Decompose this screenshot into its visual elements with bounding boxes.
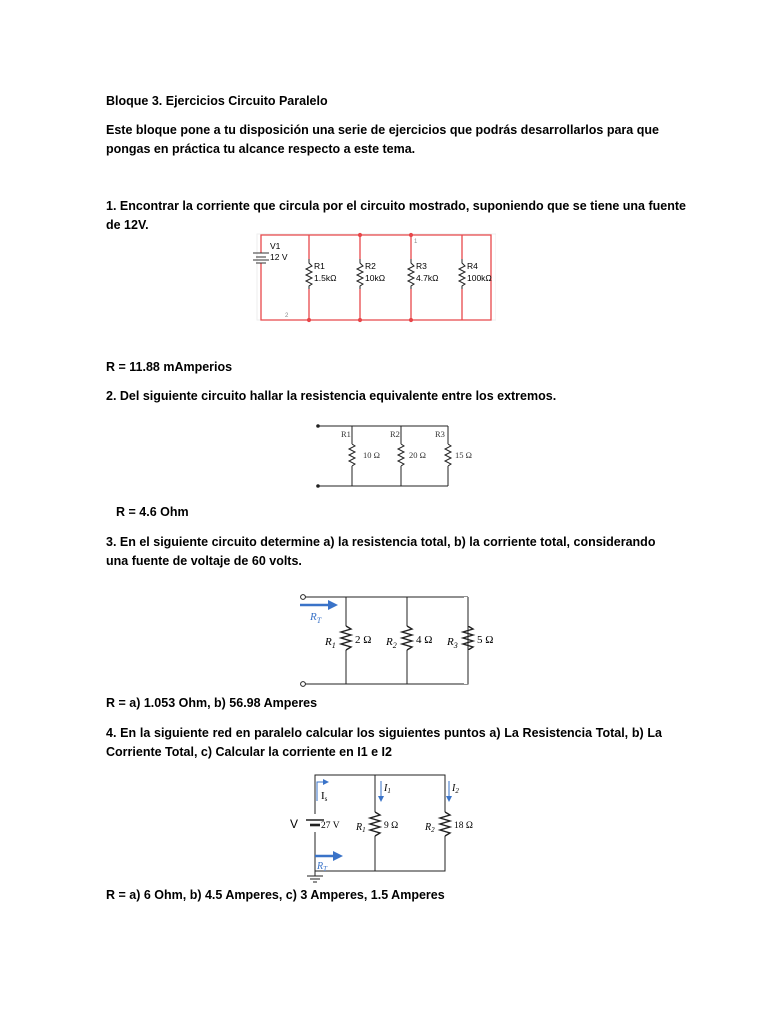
r1-value-label: 10 Ω: [363, 450, 380, 460]
current-arrow-icon: [300, 600, 338, 610]
r1-value-label: 9 Ω: [384, 821, 399, 831]
circuit-2-wires: [318, 426, 451, 486]
r4-value-label: 100kΩ: [467, 273, 492, 283]
r2-name-label: $R_2$: [425, 822, 435, 834]
resistor-r2-icon: [440, 812, 450, 836]
resistor-r2-icon: [402, 626, 412, 650]
resistor-r3-icon: [445, 444, 451, 466]
rt-arrow-icon: [315, 851, 343, 861]
page-title: Bloque 3. Ejercicios Circuito Paralelo: [106, 94, 328, 108]
terminal-bottom-icon: [316, 484, 320, 488]
r2-value-label: 10kΩ: [365, 273, 386, 283]
exercise-3-line-2: una fuente de voltaje de 60 volts.: [106, 554, 302, 568]
r1-name-label: $R_1$: [325, 636, 336, 650]
source-name-label: V1: [270, 241, 281, 251]
resistor-r1-icon: [341, 626, 351, 650]
circuit-diagram-3: [294, 590, 500, 688]
r3-value-label: 4.7kΩ: [416, 273, 439, 283]
r3-value-label: 5 Ω: [477, 634, 494, 646]
exercise-3-answer: R = a) 1.053 Ohm, b) 56.98 Amperes: [106, 696, 318, 710]
circuit-diagram-2: [312, 418, 482, 490]
source-value-label: 12 V: [270, 252, 288, 262]
resistor-r2-icon: [398, 444, 404, 466]
i1-label: $I_1$: [384, 783, 391, 795]
r2-value-label: 4 Ω: [416, 634, 433, 646]
resistor-r1-icon: [370, 812, 380, 836]
terminal-top-icon: [316, 424, 320, 428]
node-2-label: 2: [285, 313, 289, 319]
r1-value-label: 1.5kΩ: [314, 273, 337, 283]
exercise-4-answer: R = a) 6 Ohm, b) 4.5 Amperes, c) 3 Amperes, 1.5 Amperes: [106, 888, 445, 902]
resistor-r1-icon: [349, 444, 355, 466]
circuit-diagram-1: [244, 231, 496, 325]
circuit-4-resistors: [370, 812, 450, 836]
r3-name-label: $R_3$: [447, 636, 458, 650]
r3-name-label: R3: [435, 429, 445, 439]
exercise-1-line-2: de 12V.: [106, 218, 149, 232]
r2-name-label: R2: [365, 261, 376, 271]
exercise-2-question: 2. Del siguiente circuito hallar la resistencia equivalente entre los extremos.: [106, 389, 557, 403]
r1-value-label: 2 Ω: [355, 634, 372, 646]
intro-line-2: pongas en práctica tu alcance respecto a este tema.: [106, 142, 416, 156]
r2-value-label: 20 Ω: [409, 450, 426, 460]
is-label: Is: [321, 790, 328, 803]
i2-label: $I_2$: [452, 783, 459, 795]
r1-name-label: R1: [314, 261, 325, 271]
r1-name-label: R1: [341, 429, 351, 439]
node-1-label: 1: [414, 239, 418, 245]
intro-line-1: Este bloque pone a tu disposición una serie de ejercicios que podrás desarrollarlos para que: [106, 123, 659, 137]
rt-label: $R_T$: [317, 861, 328, 873]
terminal-top-icon: [301, 595, 306, 600]
r4-name-label: R4: [467, 261, 478, 271]
r2-value-label: 18 Ω: [454, 821, 473, 831]
exercise-2-answer: R = 4.6 Ohm: [116, 505, 189, 519]
circuit-diagram-4: [285, 772, 485, 886]
r3-value-label: 15 Ω: [455, 450, 472, 460]
source-value-label: 27 V: [321, 821, 340, 831]
exercise-4-question: 4. En la siguiente red en paralelo calcular los siguientes puntos a) La Resistencia Total, b) La Corriente Total, c) Calcular la corriente en I1 e I2: [106, 726, 662, 759]
r3-name-label: R3: [416, 261, 427, 271]
exercise-3-line-1: 3. En el siguiente circuito determine a) la resistencia total, b) la corriente total, considerando: [106, 535, 656, 549]
ground-icon: [307, 876, 323, 882]
r1-name-label: $R_1$: [356, 822, 366, 834]
rt-label: $R_T$: [310, 611, 322, 625]
r2-name-label: R2: [390, 429, 400, 439]
source-letter-label: V: [290, 817, 299, 831]
terminal-bottom-icon: [301, 682, 306, 687]
r2-name-label: $R_2$: [386, 636, 397, 650]
exercise-1-line-1: 1. Encontrar la corriente que circula por el circuito mostrado, suponiendo que se tiene una fuente: [106, 199, 686, 213]
exercise-1-answer: R = 11.88 mAmperios: [106, 360, 233, 374]
